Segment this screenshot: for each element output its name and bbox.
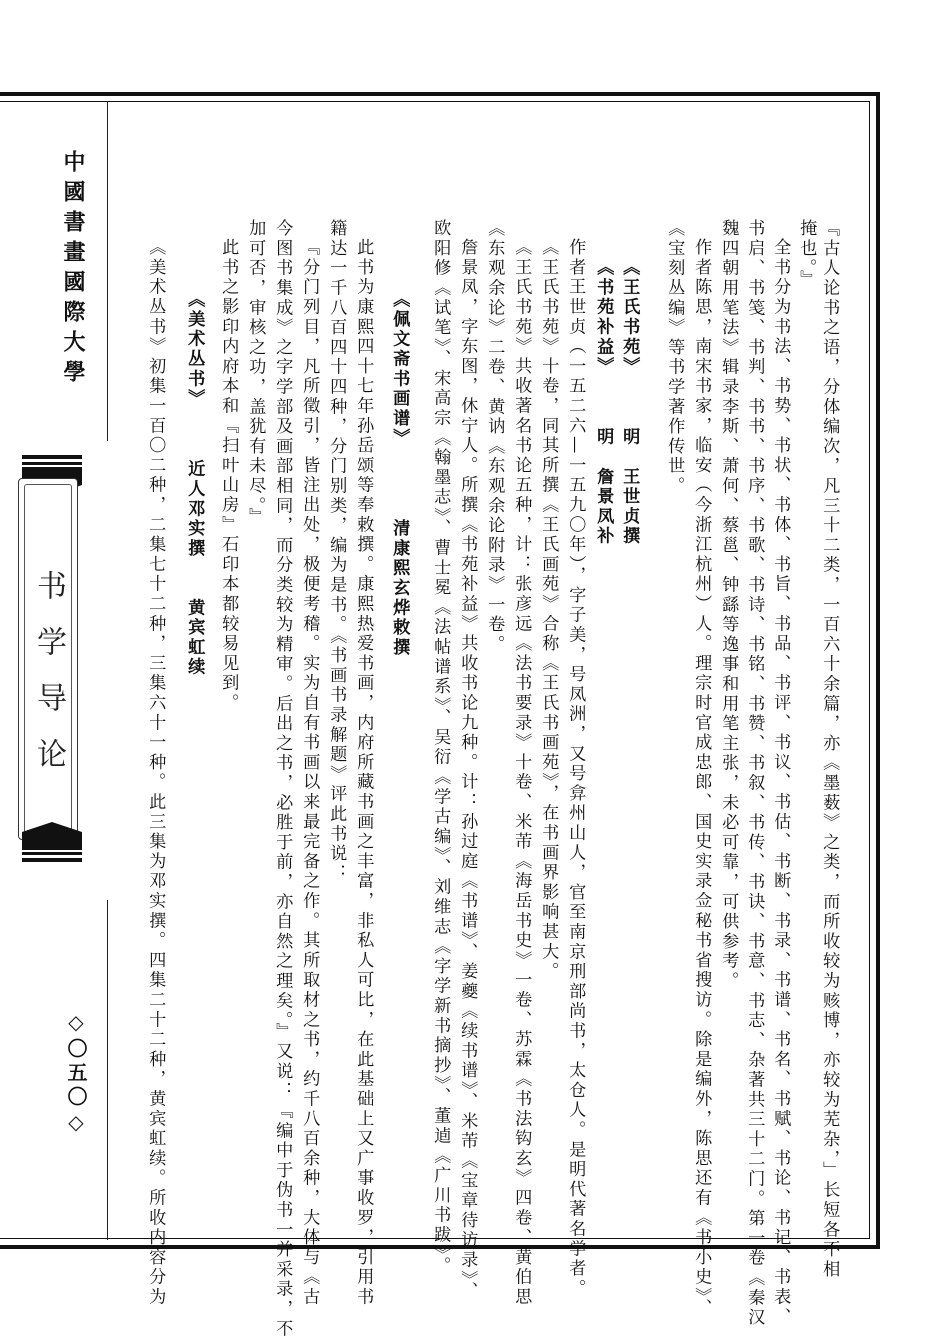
text-column: 加可否，审核之功，盖犹有未尽。』 — [245, 219, 266, 528]
banner-bottom-ornament — [22, 822, 82, 862]
text-column: 『分门列目，凡所徵引，皆注出处，极便考稽。实为自有书画以来最完备之作。其所取材之书，约千八百余种，大体与《古 — [299, 238, 320, 1308]
side-rule-top — [107, 101, 108, 441]
text-column: 作者王世贞（一五二六—一五九〇年），字子美，号凤洲，又号弇州山人，官至南京刑部尚书，太仓人。是明代著名学者。 — [565, 238, 586, 1299]
series-title: 中國書畫國際大學 — [60, 150, 86, 390]
entry-heading: 《书苑补益》 明 詹景凤补 — [593, 258, 614, 547]
text-column: 籍达一千八百四十四种，分门别类，编为是书。《书画书录解题》评此书说： — [326, 219, 347, 884]
text-column: 书启、书笺、书判、书书、书序、书歌、书诗、书铭、书赞、书叙、书传、书诀、书意、书志、杂著共三十二门。第一卷《秦汉 — [744, 219, 765, 1328]
page-number: ◇〇五〇◇ — [64, 1010, 88, 1138]
text-column: 詹景凤，字东图，休宁人。所撰《书苑补益》共收书论九种。计：孙过庭《书谱》、姜夔《续书谱》、米芾《宝章待访录》、 — [457, 238, 478, 1302]
text-column: 此书为康熙四十七年孙岳颂等奉敕撰。康熙热爱书画，内府所藏书画之丰富，非私人可比，在此基础上又广事收罗，引用书 — [353, 238, 374, 1308]
text-column: 今图书集成》之字学部及画部相同，而分类较为精审。后出之书，必胜于前，亦自然之理矣。』又说：『编中于伪书一并采录，不 — [272, 219, 293, 1339]
text-column: 作者陈思，南宋书家，临安（今浙江杭州）人。理宗时官成忠郎、国史实录佥秘书省搜访。除是编外，陈思还有《书小史》、 — [691, 238, 712, 1319]
book-title: 书学导论 — [31, 570, 66, 794]
side-rule-bottom — [107, 900, 108, 1240]
text-column: 《王氏书苑》十卷，同其所撰《王氏画苑》合称《王氏书画苑》，在书画界影响甚大。 — [538, 238, 559, 982]
entry-heading: 《王氏书苑》 明 王世贞撰 — [619, 258, 640, 547]
entry-heading: 《佩文斋书画谱》 清康熙玄烨敕撰 — [389, 290, 410, 658]
text-column: 《王氏书苑》共收著名书论五种，计：张彦远《法书要录》十卷、米芾《海岳书史》一卷、苏霖《书法钩玄》四卷、黄伯思 — [511, 238, 532, 1308]
text-column: 《美术丛书》初集一百〇二种，二集七十二种，三集六十一种。此三集为邓实撰。四集二十二种，黄宾虹续。所收内容分为 — [145, 238, 166, 1308]
entry-heading: 《美术丛书》 近人邓实撰 黄宾虹续 — [184, 290, 205, 678]
text-column: 掩也。』 — [796, 219, 817, 290]
text-column: 全书分为书法、书势、书状、书体、书旨、书品、书评、书议、书估、书断、书录、书谱、书名、书赋、书论、书记、书表、 — [770, 238, 791, 1327]
text-column: 《宝刻丛编》等书学著作传世。 — [664, 219, 685, 497]
text-column: 《东观余论》二卷、黄讷《东观余论附录》一卷。 — [484, 219, 505, 655]
text-column: 魏四朝用笔法》辑录李斯、萧何、蔡邕、钟繇等逸事和用笔主张，未必可靠，可供参考。 — [718, 219, 739, 992]
text-column: 欧阳修《试笔》、宋高宗《翰墨志》、曹士冕《法帖谱系》、吴衍《学古编》、刘维志《字学新书摘抄》、董逌《广川书跋》。 — [430, 219, 451, 1277]
text-column: 此书之影印内府本和『扫叶山房』石印本都较易见到。 — [218, 238, 239, 714]
text-column: 『古人论书之语，分体编次，凡三十二类，一百六十余篇，亦《墨薮》之类，而所收较为赅博，亦较为芜杂，」长短各不相 — [819, 219, 840, 1280]
